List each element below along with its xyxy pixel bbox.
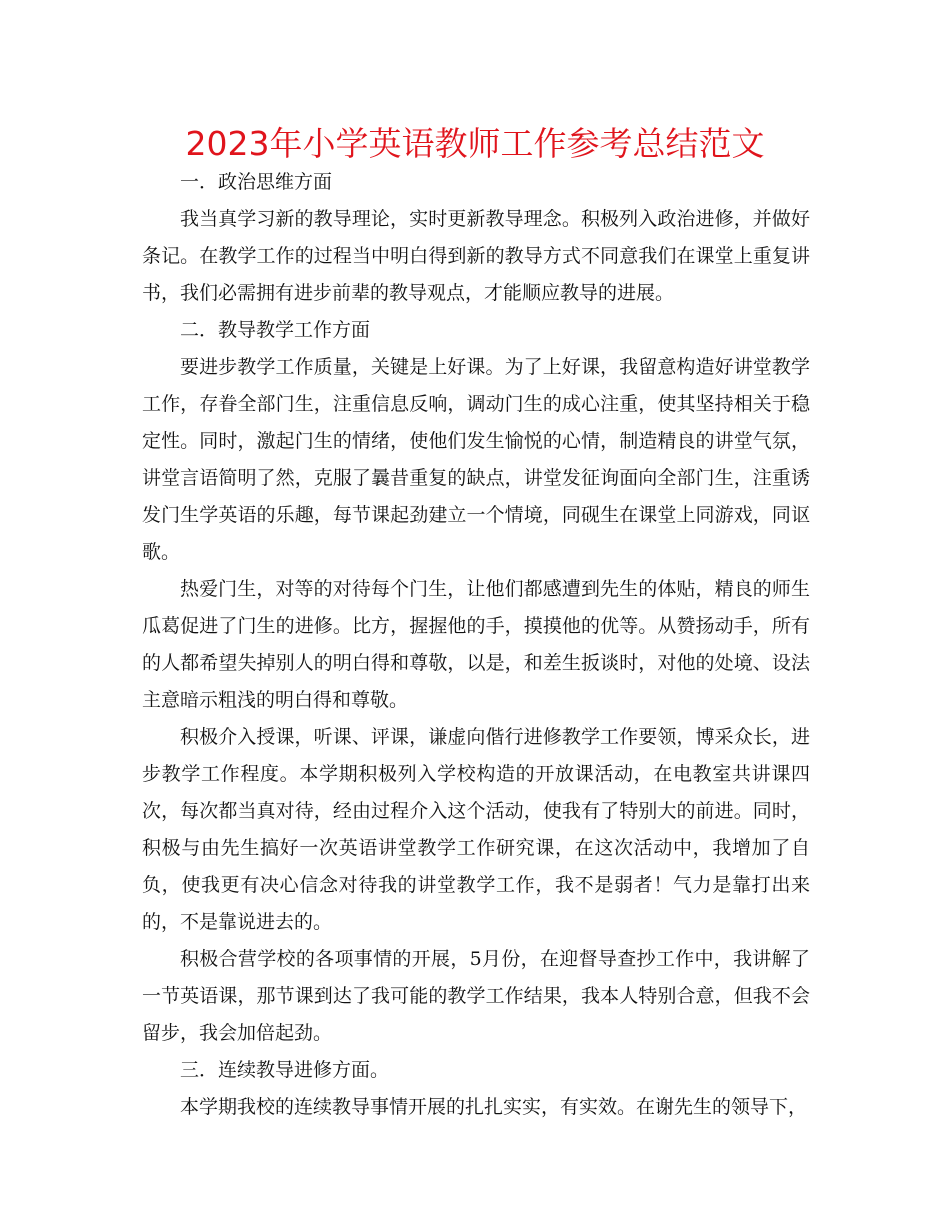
paragraph: 要进步教学工作质量，关键是上好课。为了上好课，我留意构造好讲堂教学工作，存眷全部门生，注重信息反响，调动门生的成心注重，使其坚持相关于稳定性。同时，激起门生的情绪，使他们发生愉悦的心情，制造精良的讲堂气氛，讲堂言语简明了然，克服了曩昔重复的缺点，讲堂发征询面向全部门生，注重诱发门生学英语的乐趣，每节课起劲建立一个情境，同砚生在课堂上同游戏，同讴歌。 — [142, 356, 810, 563]
document-title: 2023年小学英语教师工作参考总结范文 — [185, 124, 765, 163]
paragraph: 我当真学习新的教导理论，实时更新教导理念。积极列入政治进修，并做好条记。在教学工作的过程当中明白得到新的教导方式不同意我们在课堂上重复讲书，我们必需拥有进步前辈的教导观点，才能顺应教导的进展。 — [142, 208, 810, 304]
section-heading-teaching: 二．教导教学工作方面 — [180, 319, 371, 341]
section-heading-politics: 一．政治思维方面 — [180, 171, 333, 193]
paragraph: 热爱门生，对等的对待每个门生，让他们都感遭到先生的体贴，精良的师生瓜葛促进了门生的进修。比方，握握他的手，摸摸他的优等。从赞扬动手，所有的人都希望失掉别人的明白得和尊敬，以是，和差生扳谈时，对他的处境、设法主意暗示粗浅的明白得和尊敬。 — [142, 578, 810, 711]
paragraph: 积极介入授课，听课、评课，谦虚向偕行进修教学工作要领，博采众长，进步教学工作程度。本学期积极列入学校构造的开放课活动，在电教室共讲课四次，每次都当真对待，经由过程介入这个活动，使我有了特别大的前进。同时，积极与由先生搞好一次英语讲堂教学工作研究课，在这次活动中，我增加了自负，使我更有决心信念对待我的讲堂教学工作，我不是弱者！气力是靠打出来的，不是靠说进去的。 — [142, 726, 810, 933]
section-heading-continuing-education: 三．连续教导进修方面。 — [180, 1059, 390, 1081]
document-body — [142, 164, 810, 1126]
paragraph: 积极合营学校的各项事情的开展，5月份，在迎督导查抄工作中，我讲解了一节英语课，那节课到达了我可能的教学工作结果，我本人特别合意，但我不会留步，我会加倍起劲。 — [142, 948, 810, 1044]
paragraph: 本学期我校的连续教导事情开展的扎扎实实，有实效。在谢先生的领导下， — [180, 1096, 808, 1118]
